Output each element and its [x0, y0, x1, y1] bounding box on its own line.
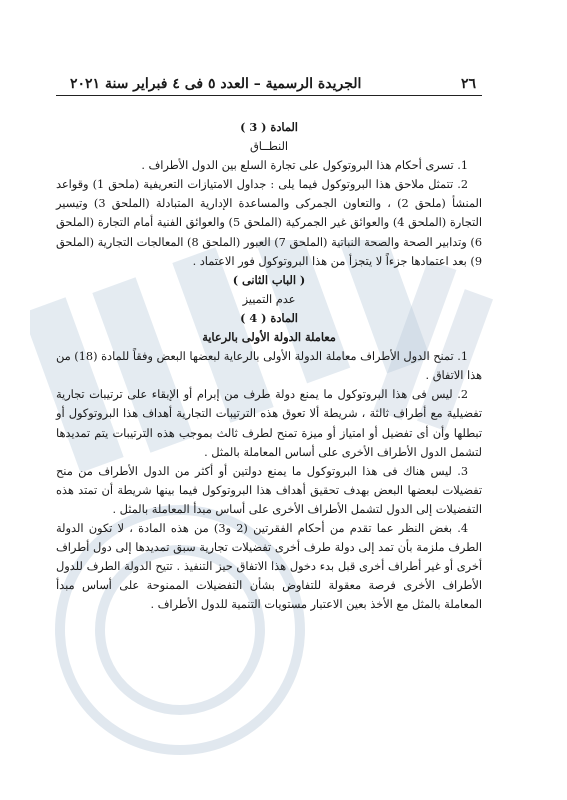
- article-4-title: المادة ( 4 ): [240, 310, 298, 325]
- document-body: [56, 118, 482, 614]
- article-3-subtitle: النطــاق: [249, 140, 289, 154]
- part-2-title: ( الباب الثانى ): [232, 272, 306, 287]
- article-4-paragraph-3: 3. ليس هناك فى هذا البروتوكول ما يمنع دولتين أو أكثر من الدول الأطراف من منح تفضيلات لبعضها البعض بهدف تحقيق أهداف هذا البروتوكول فيما بينها شريطة أن تمتد هذه التفضيلات إلى الدول لتشمل الأطراف الأخرى على أساس مبدأ المعاملة بالمثل .: [56, 464, 482, 516]
- page-header: [56, 66, 482, 96]
- part-2-subtitle: عدم التمييز: [242, 292, 296, 306]
- article-3-title: المادة ( 3 ): [240, 120, 298, 134]
- article-4-paragraph-1: 1. تمنح الدول الأطراف معاملة الدولة الأولى بالرعاية لبعضها البعض وفقاً للمادة (18) من هذا الاتفاق .: [56, 350, 482, 383]
- article-4-paragraph-4: 4. بغض النظر عما تقدم من أحكام الفقرتين (2 و3) من هذه المادة ، لا تكون الدولة الطرف ملزمة بأن تمد إلى دولة طرف أخرى تفضيلات تجارية سبق تمديدها إلى دول أطراف أخرى أو غير أطراف أخرى قبل بدء دخول هذا الاتفاق حيز التنفيذ . تتيح الدولة الطرف للدول الأطراف الأخرى فرصة معقولة للتفاوض بشأن التفضيلات الممنوحة على أساس مبدأ المعاملة بالمثل مع الأخذ بعين الاعتبار مستويات التنمية للدول الأطراف .: [56, 521, 482, 612]
- page-number: ٢٦: [460, 76, 476, 92]
- article-3-paragraph-2: 2. تتمثل ملاحق هذا البروتوكول فيما يلى : جداول الامتيازات التعريفية (ملحق 1) وقواعد المنشأ (ملحق 2) ، والتعاون الجمركى والمساعدة الإدارية المتبادلة (الملحق 3) وتيسير التجارة (الملحق 4) والعوائق غير الجمركية (الملحق 5) والعوائق الفنية أمام التجارة (الملحق 6) وتدابير الصحة والصحة النباتية (الملحق 7) العبور (الملحق 8) المعالجات التجارية (الملحق 9) بعد اعتمادها جزءاً لا يتجزأ من هذا البروتوكول فور الاعتماد .: [56, 178, 483, 268]
- article-4-paragraph-2: 2. ليس فى هذا البروتوكول ما يمنع دولة طرف من إبرام أو الإبقاء على ترتيبات تجارية تفضيلية مع أطراف ثالثة ، شريطة ألا تعوق هذه الترتيبات التجارية أهداف هذا البروتوكول أو تبطلها وأن أى تفضيل أو امتياز أو ميزة تمنح لطرف ثالث بموجب هذه الترتيبات يتم تمديدها لتشمل الدول الأطراف الأخرى على أساس المعاملة بالمثل .: [56, 388, 482, 459]
- article-4-subtitle: معاملة الدولة الأولى بالرعاية: [202, 330, 336, 345]
- article-3-paragraph-1: 1. تسرى أحكام هذا البروتوكول على تجارة السلع بين الدول الأطراف .: [141, 159, 468, 173]
- gazette-title: الجريدة الرسمية – العدد ٥ فى ٤ فبراير سنة ٢٠٢١: [70, 76, 362, 92]
